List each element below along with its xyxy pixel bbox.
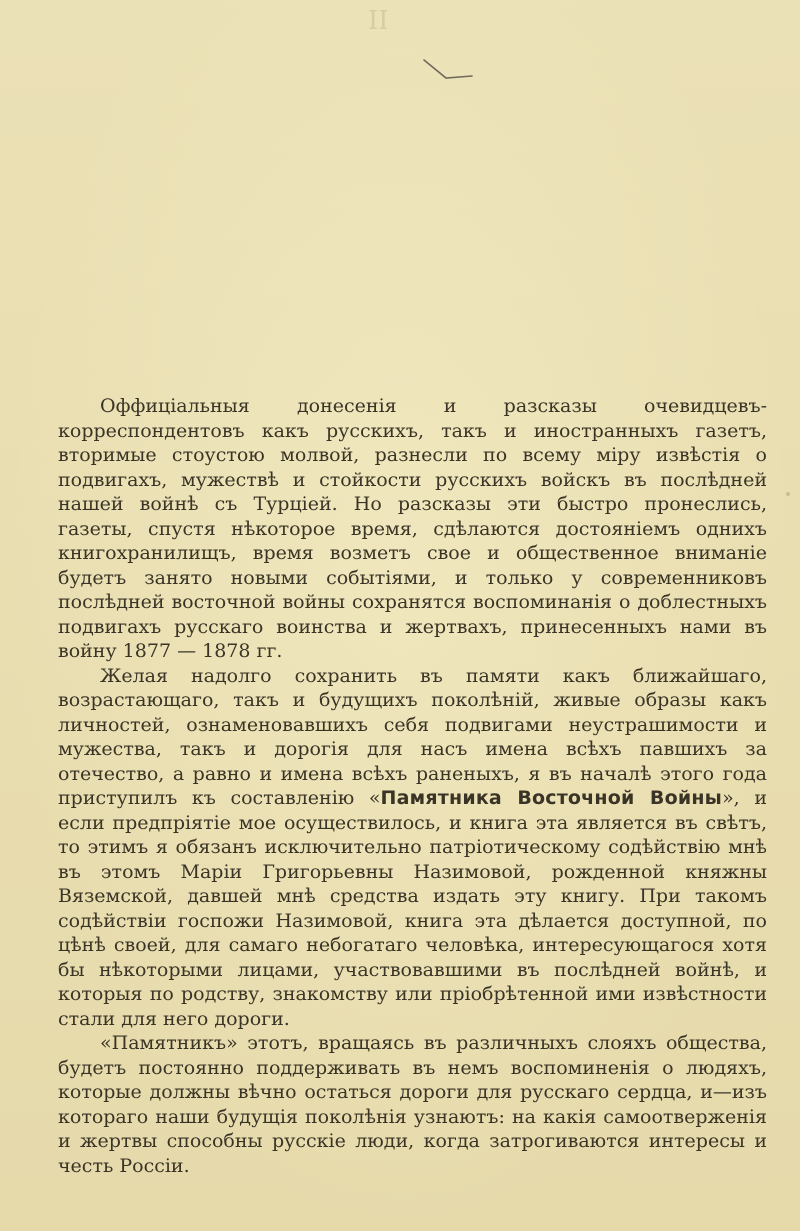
paper-speck bbox=[786, 492, 790, 496]
pencil-tick-mark bbox=[420, 56, 476, 82]
paragraph-3: «Памятникъ» этотъ, вращаясь въ различныхъ слояхъ общества, будетъ постоянно поддерживать въ немъ воспоминенія о людяхъ, которые должны вѣчно остаться дороги для русскаго сердца, и—изъ котораго наши будущія поколѣнія узнаютъ: на какія самоотверженія и жертвы способны русскіе люди, когда затрогиваются интересы и честь Россіи. bbox=[58, 1032, 767, 1177]
paragraph-1: Оффиціальныя донесенія и разсказы очевидцевъ-корреспондентовъ какъ русскихъ, такъ и иностранныхъ газетъ, вторимые стоустою молвой, разнесли по всему міру извѣстія о подвигахъ, мужествѣ и стойкости русскихъ войскъ въ послѣдней нашей войнѣ съ Турціей. Но разсказы эти быстро пронеслись, газеты, спустя нѣкоторое время, сдѣлаются достояніемъ однихъ книгохранилищъ, время возметъ свое и общественное вниманіе будетъ занято новыми событіями, и только у современниковъ послѣдней восточной войны сохранятся воспоминанія о доблестныхъ подвигахъ русскаго воинства и жертвахъ, принесенныхъ нами въ войну 1877 — 1878 гг. bbox=[58, 395, 767, 662]
paragraph-2-lead: Желая надолго сохранить въ памяти какъ ближайшаго, возрастающаго, такъ и будущихъ поколѣній, живые образы какъ личностей, ознаменовавшихъ себя подвигами неустрашимости и мужества, такъ и дорогія для насъ имена всѣхъ павшихъ за отечество, а равно и имена всѣхъ раненыхъ, я въ началѣ этого года приступилъ къ составленію « bbox=[58, 664, 767, 809]
body-text bbox=[58, 394, 767, 1178]
page-number-mark: II bbox=[368, 6, 389, 36]
book-title: Памятника Восточной Войны bbox=[380, 787, 723, 809]
paragraph-2 bbox=[58, 664, 767, 1032]
paragraph-2-rest: », и если предпріятіе мое осуществилось, и книга эта является въ свѣтъ, то этимъ я обязанъ исключительно патріотическому содѣйствію мнѣ въ этомъ Маріи Григорьевны Назимовой, рожденной княжны Вяземской, давшей мнѣ средства издать эту книгу. При такомъ содѣйствіи госпожи Назимовой, книга эта дѣлается доступной, по цѣнѣ своей, для самаго небогатаго человѣка, интересующагося хотя бы нѣкоторыми лицами, участвовавшими въ послѣдней войнѣ, и которыя по родству, знакомству или пріобрѣтенной ими извѣстности стали для него дороги. bbox=[58, 787, 767, 1030]
